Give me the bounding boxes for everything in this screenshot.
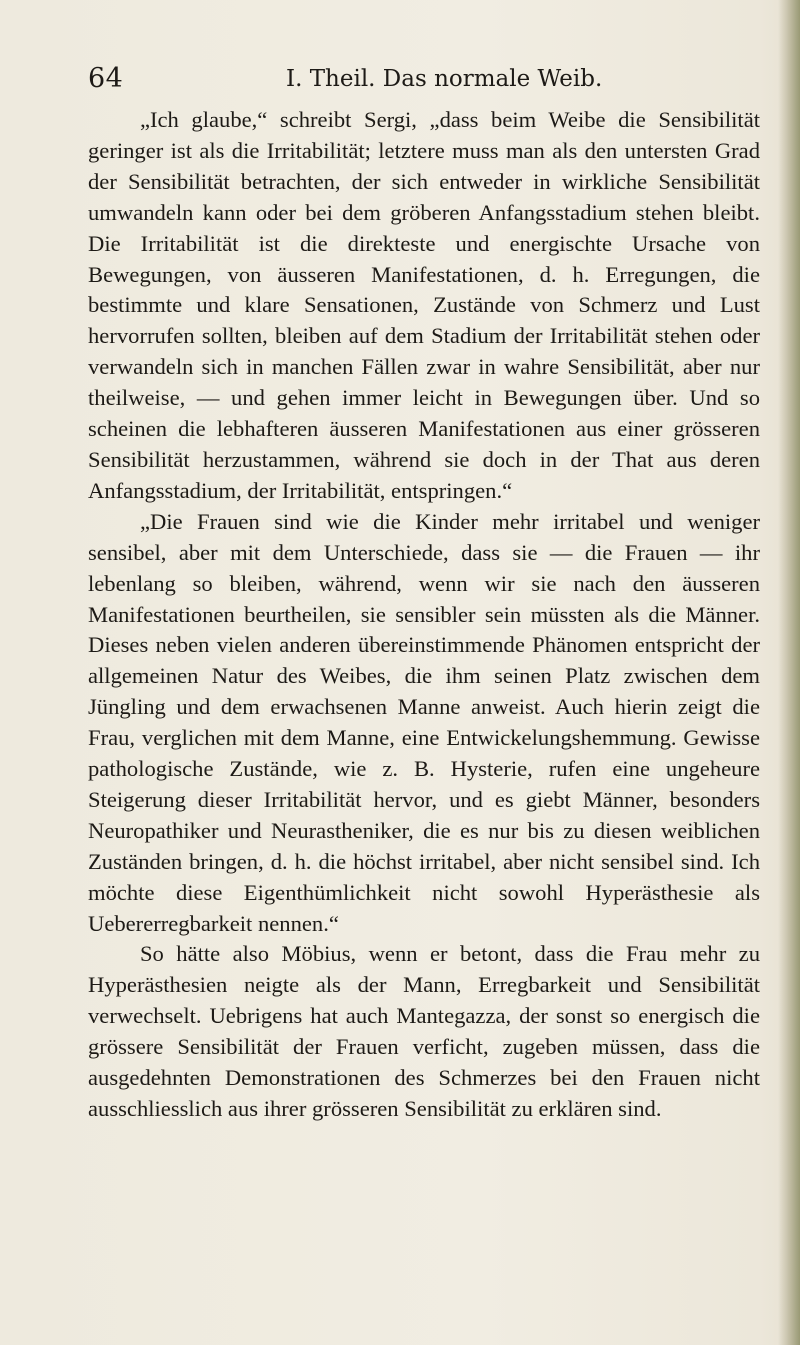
body-text: [88, 105, 760, 1125]
page-edge-shadow: [778, 0, 800, 1345]
paragraph-sergi-quote-1: „Ich glaube,“ schreibt Sergi, „dass beim Weibe die Sensibilität geringer ist als die Irritabilität; letztere muss man als den untersten Grad der Sensibilität betrachten, der sich entweder in wirkliche Sensibilität umwandeln kann oder bei dem gröberen Anfangsstadium stehen bleibt. Die Irritabilität ist die direkteste und energischte Ursache von Bewegungen, von äusseren Manifestationen, d. h. Erregungen, die bestimmte und klare Sensationen, Zustände von Schmerz und Lust hervorrufen sollten, bleiben auf dem Stadium der Irritabilität stehen oder verwandeln sich in manchen Fällen zwar in wahre Sensibilität, aber nur theilweise, — und gehen immer leicht in Bewegungen über. Und so scheinen die lebhafteren äusseren Manifestationen aus einer grösseren Sensibilität herzustammen, während sie doch in der That aus deren Anfangsstadium, der Irritabilität, entspringen.“: [88, 107, 760, 503]
page-header: [88, 62, 768, 96]
running-head: I. Theil. Das normale Weib.: [286, 66, 603, 92]
paragraph-sergi-quote-2: „Die Frauen sind wie die Kinder mehr irritabel und weniger sensibel, aber mit dem Unterschiede, dass sie — die Frauen — ihr lebenlang so bleiben, während, wenn wir sie nach den äusseren Manifestationen beurtheilen, sie sensibler sein müssten als die Männer. Dieses neben vielen anderen übereinstimmende Phänomen entspricht der allgemeinen Natur des Weibes, die ihm seinen Platz zwischen dem Jüngling und dem erwachsenen Manne anweist. Auch hierin zeigt die Frau, verglichen mit dem Manne, eine Entwickelungshemmung. Gewisse pathologische Zustände, wie z. B. Hysterie, rufen eine ungeheure Steigerung dieser Irritabilität hervor, und es giebt Männer, besonders Neuropathiker und Neurastheniker, die es nur bis zu diesen weiblichen Zuständen bringen, d. h. die höchst irritabel, aber nicht sensibel sind. Ich möchte diese Eigenthümlichkeit nicht sowohl Hyperästhesie als Uebererregbarkeit nennen.“: [88, 508, 760, 936]
page-number: 64: [88, 63, 124, 94]
paragraph-moebius: So hätte also Möbius, wenn er betont, dass die Frau mehr zu Hyperästhesien neigte als der Mann, Erregbarkeit und Sensibilität verwechselt. Uebrigens hat auch Mantegazza, der sonst so energisch die grössere Sensibilität der Frauen verficht, zugeben müssen, dass die ausgedehnten Demonstrationen des Schmerzes bei den Frauen nicht ausschliesslich aus ihrer grösseren Sensibilität zu erklären sind.: [88, 941, 760, 1121]
